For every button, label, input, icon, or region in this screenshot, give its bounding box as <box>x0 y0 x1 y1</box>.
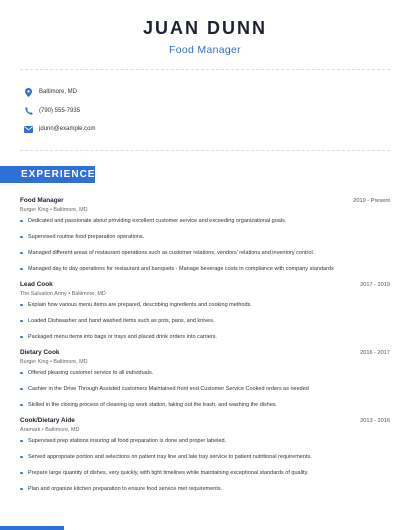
list-item: Prepare large quantity of dishes, very quickly, with tight timelines while maintaining exceptional standards of quality. <box>20 470 390 477</box>
job-entry <box>0 349 410 409</box>
list-item: Managed day to day operations for restaurant and banquets - Manage beverage costs in compliance with company standards <box>20 266 390 273</box>
job-entry-employer: The Salvation Army • Baltimore, MD <box>20 290 106 297</box>
job-entry-employer: Aramark • Baltimore, MD <box>20 426 80 433</box>
job-title-heading: Food Manager <box>169 44 241 56</box>
location-pin-icon <box>24 88 33 97</box>
job-entry-dates: 2017 - 2019 <box>360 281 390 288</box>
job-entry-title: Lead Cook <box>20 280 53 288</box>
list-item: Managed different areas of restaurant operations such as customer relations, vendors' relations and inventory control. <box>20 250 390 257</box>
job-entry <box>0 417 410 493</box>
job-entry-title: Cook/Dietary Aide <box>20 416 75 424</box>
candidate-name: JUAN DUNN <box>142 18 267 38</box>
list-item: Supervised prep stations insuring all food preparation is done and proper labeled. <box>20 438 390 445</box>
section-heading-experience: EXPERIENCE <box>0 166 95 183</box>
resume-header <box>0 0 410 56</box>
contact-phone <box>24 102 386 120</box>
job-entry-employer: Burger King • Baltimore, MD <box>20 206 88 213</box>
list-item: Plan and organize kitchen preparation to ensure food service met requirements. <box>20 486 390 493</box>
list-item: Offered pleasing customer service to all individuals. <box>20 370 390 377</box>
next-section-band <box>0 526 64 530</box>
job-entry-dates: 2016 - 2017 <box>360 349 390 356</box>
job-entry-employer: Burger King • Baltimore, MD <box>20 358 88 365</box>
list-item: Packaged menu items into bags or trays and placed drink orders into carriers. <box>20 334 390 341</box>
phone-icon <box>24 106 33 115</box>
contact-email-text: jdunn@example.com <box>39 126 96 132</box>
job-entry-dates: 2019 - Present <box>353 197 390 204</box>
list-item: Loaded Dishwasher and hand washed items such as pots, pans, and knives. <box>20 318 390 325</box>
divider <box>20 150 390 151</box>
list-item: Dedicated and passionate about providing excellent customer service and exceeding organizational goals. <box>20 218 390 225</box>
job-entry <box>0 281 410 341</box>
list-item: Supervised routine food preparation operations. <box>20 234 390 241</box>
job-entry <box>0 197 410 273</box>
list-item: Served appropriate portion and selections on patient tray line and late tray service to patient nutritional requirements. <box>20 454 390 461</box>
contact-location-text: Baltimore, MD <box>39 89 78 95</box>
job-entry-title: Dietary Cook <box>20 348 60 356</box>
job-entry-title: Food Manager <box>20 196 64 204</box>
contact-email <box>24 120 386 138</box>
contact-phone-text: (790) 555-7935 <box>39 107 81 114</box>
list-item: Explain how various menu items are prepared, describing ingredients and cooking methods. <box>20 302 390 309</box>
contact-location <box>24 83 386 101</box>
email-icon <box>24 125 33 134</box>
list-item: Cashier in the Drive Through Assisted customers Maintained front end Customer Service Cooked orders as needed <box>20 386 390 393</box>
job-entry-dates: 2013 - 2016 <box>360 417 390 424</box>
list-item: Skilled in the closing process of cleaning up work station, taking out the trash, and washing the dishes. <box>20 402 390 409</box>
contact-list <box>0 70 410 150</box>
